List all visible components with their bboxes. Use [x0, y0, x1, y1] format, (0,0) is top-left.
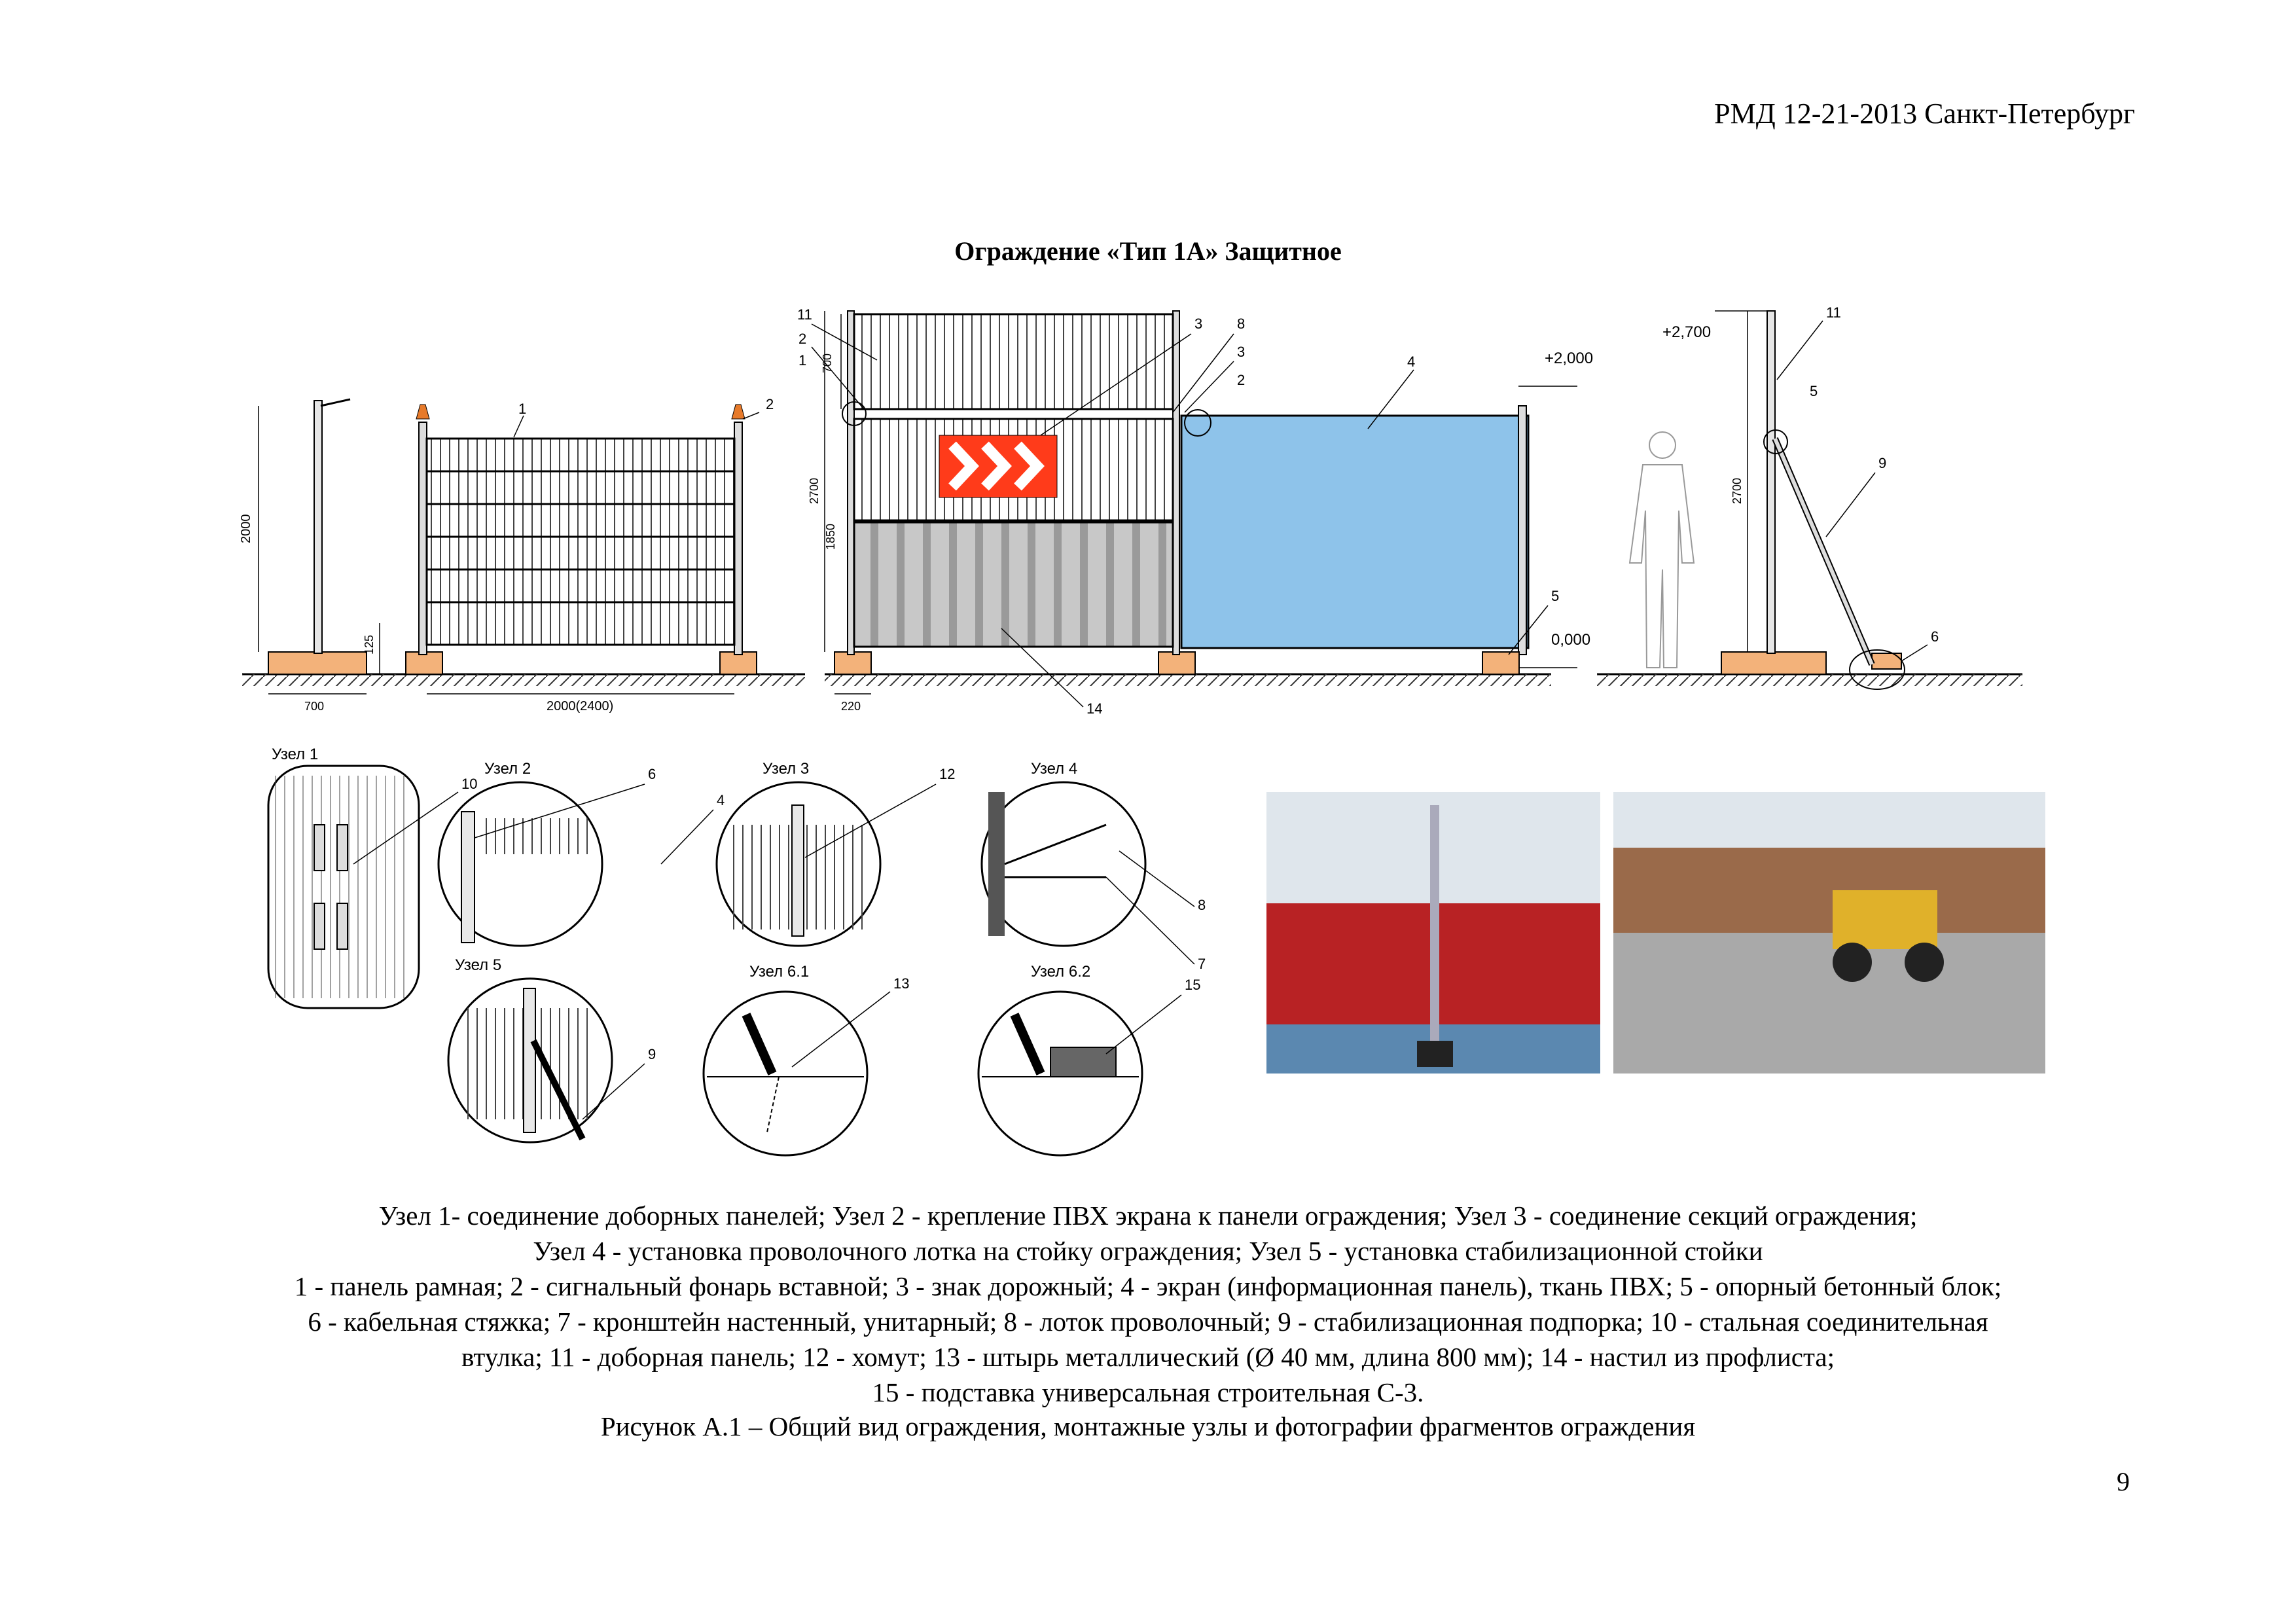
- callout-2a: 2: [766, 396, 774, 412]
- dim-700: 700: [304, 700, 325, 713]
- node-callout-10: 10: [461, 776, 478, 792]
- node-3-label: Узел 3: [762, 760, 810, 778]
- side-view-stand: [259, 399, 380, 694]
- pvc-screen-panel: [1181, 386, 1577, 674]
- dim-2700: 2700: [808, 477, 821, 504]
- dim-2000-2400: 2000(2400): [547, 699, 614, 713]
- callout-11a: 11: [797, 306, 812, 323]
- caption-line: втулка; 11 - доборная панель; 12 - хомут; 13 - штырь металлический (Ø 40 мм, длина 800 мм); 14 - настил из профлиста;: [461, 1342, 1835, 1372]
- node-4-detail: [982, 782, 1145, 946]
- dim-220: 220: [841, 700, 861, 713]
- node-2-label: Узел 2: [484, 760, 531, 778]
- document-header: РМД 12-21-2013 Санкт-Петербург: [1714, 98, 2135, 130]
- node-3-detail: [717, 782, 880, 946]
- node-5-label: Узел 5: [455, 956, 502, 974]
- person-scale-figure: [1630, 432, 1694, 668]
- node-1-label: Узел 1: [272, 746, 319, 763]
- node-4-label: Узел 4: [1031, 760, 1078, 778]
- frame-panel-1: [406, 405, 757, 694]
- legend-caption: [151, 1198, 2145, 1410]
- callout-4a: 4: [1407, 353, 1416, 370]
- dim-700b: 700: [821, 353, 834, 373]
- dim-1850: 1850: [824, 523, 837, 550]
- callout-5b: 5: [1810, 383, 1818, 399]
- node-callout-13: 13: [893, 975, 910, 992]
- ground-line: [242, 674, 2022, 686]
- callout-2b: 2: [798, 331, 807, 347]
- caption-line: Узел 1- соединение доборных панелей; Узел 2 - крепление ПВХ экрана к панели ограждения; Узел 3 - соединение секций ограждения;: [378, 1200, 1918, 1231]
- node-2-detail: [439, 782, 602, 946]
- dim-2700b: 2700: [1731, 477, 1744, 504]
- level-plus-2700: +2,700: [1662, 323, 1712, 341]
- page-number: 9: [2117, 1467, 2130, 1496]
- node-callout-12: 12: [939, 766, 956, 782]
- node-5-detail: [448, 979, 612, 1142]
- callout-11b: 11: [1826, 304, 1841, 321]
- caption-line: Узел 4 - установка проволочного лотка на стойку ограждения; Узел 5 - установка стабилизационной стойки: [533, 1236, 1763, 1266]
- fence-technical-drawing: [216, 288, 2114, 1185]
- level-0000: 0,000: [1551, 631, 1591, 649]
- callout-14: 14: [1086, 700, 1103, 717]
- callout-6a: 6: [1931, 628, 1939, 645]
- caption-line: 15 - подставка универсальная строительная С-3.: [872, 1377, 1424, 1407]
- caption-line: 1 - панель рамная; 2 - сигнальный фонарь вставной; 3 - знак дорожный; 4 - экран (информационная панель), ткань ПВХ; 5 - опорный бетонный блок;: [294, 1271, 2002, 1301]
- node-6-2-detail: [978, 992, 1142, 1155]
- node-6-2-label: Узел 6.2: [1031, 963, 1091, 981]
- node-callout-9: 9: [648, 1046, 656, 1062]
- callout-3b: 3: [1237, 344, 1246, 360]
- node-callout-7: 7: [1198, 956, 1206, 972]
- node-callout-15: 15: [1185, 977, 1201, 993]
- node-callout-6: 6: [648, 766, 656, 782]
- caption-line: 6 - кабельная стяжка; 7 - кронштейн настенный, унитарный; 8 - лоток проволочный; 9 - стабилизационная подпорка; 10 - стальная соединительная: [308, 1307, 1988, 1337]
- dim-125: 125: [363, 634, 376, 655]
- dim-2000: 2000: [239, 514, 253, 543]
- callout-3a: 3: [1194, 316, 1203, 332]
- node-6-1-detail: [704, 992, 867, 1155]
- callout-9a: 9: [1878, 455, 1887, 471]
- callout-5a: 5: [1551, 588, 1560, 604]
- figure-title: Ограждение «Тип 1А» Защитное: [954, 236, 1342, 266]
- callout-1b: 1: [798, 352, 807, 369]
- figure-caption: Рисунок А.1 – Общий вид ограждения, монтажные узлы и фотографии фрагментов ограждения: [600, 1411, 1696, 1441]
- callout-8a: 8: [1237, 316, 1246, 332]
- node-6-1-label: Узел 6.1: [749, 963, 810, 981]
- callout-1a: 1: [518, 401, 527, 417]
- photo-excavator-site: [1613, 792, 2045, 1074]
- node-1-detail: [268, 766, 419, 1008]
- photo-red-profile-fence: [1266, 792, 1600, 1074]
- node-callout-8: 8: [1198, 897, 1206, 913]
- node-callout-4: 4: [717, 792, 725, 808]
- callout-2c: 2: [1237, 372, 1246, 388]
- level-plus-2000: +2,000: [1545, 350, 1594, 367]
